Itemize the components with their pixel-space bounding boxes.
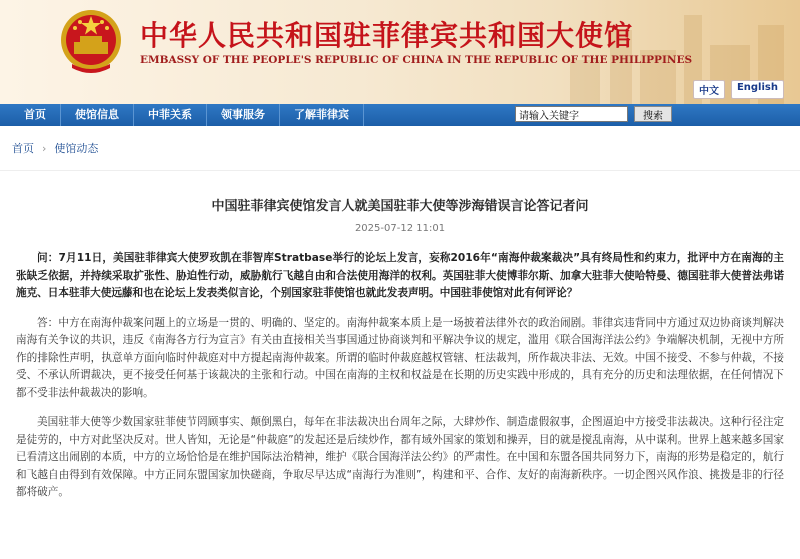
site-header (0, 0, 800, 104)
breadcrumb-current-link[interactable]: 使馆动态 (54, 142, 99, 155)
breadcrumb-separator: › (42, 141, 47, 155)
nav-item-consular[interactable]: 领事服务 (207, 104, 280, 126)
nav-item-home[interactable]: 首页 (0, 104, 61, 126)
article-date: 2025-07-12 11:01 (354, 223, 446, 234)
search-input[interactable] (515, 106, 628, 122)
nav-item-about-philippines[interactable]: 了解菲律宾 (280, 104, 364, 126)
article-body (0, 250, 800, 502)
embassy-title-en: EMBASSY OF THE PEOPLE'S REPUBLIC OF CHINA IN THE REPUBLIC OF THE PHILIPPINES (140, 54, 693, 66)
nav-item-embassy-info[interactable]: 使馆信息 (61, 104, 134, 126)
lang-en-button[interactable]: English (731, 80, 784, 99)
article-paragraph: 美国驻菲大使等少数国家驻菲使节罔顾事实、颠倒黑白，每年在非法裁决出台周年之际，大肆炒作、制造虚假叙事，企图逼迫中方接受非法裁决。这种行径注定是徒劳的，中方对此坚决反对。世人皆知，无论是“仲裁庭”的发起还是后续炒作，都有域外国家的策划和操弄，目的就是搅乱南海，从中谋利。世界上越来越多国家已看清这出闹剧的本质，中方的立场恰恰是在维护国际法治精神，维护《联合国海洋法公约》的严肃性。在中国和东盟各国共同努力下，南海的形势是稳定的，航行和飞越自由得到有效保障。中方正同东盟国家加快磋商，争取尽早达成“南海行为准则”，构建和平、合作、友好的南海新秩序。一切企图兴风作浪、挑拨是非的行径都将破产。 (16, 416, 784, 498)
article-paragraph-answer: 答：中方在南海仲裁案问题上的立场是一贯的、明确的、坚定的。南海仲裁案本质上是一场披着法律外衣的政治闹剧。菲律宾违背同中方通过双边协商谈判解决南海有关争议的共识，违反《南海各方行为宣言》有关由直接相关当事国通过协商谈判和平解决争议的规定，滥用《联合国海洋法公约》争端解决机制，无视中方所作的排除性声明，执意单方面向临时仲裁庭对中方提起南海仲裁案。所谓的临时仲裁庭越权管辖、枉法裁判，所作裁决非法、无效。中国不接受、不参与仲裁，不接受、不承认所谓裁决，更不接受任何基于该裁决的主张和行动。中国在南海的主权和权益是在长期的历史实践中形成的，具有充分的历史和法理依据，在任何情况下都不受非法仲裁裁决的影响。 (16, 316, 784, 399)
search-button[interactable]: 搜索 (634, 106, 672, 122)
nav-item-relations[interactable]: 中菲关系 (134, 104, 207, 126)
breadcrumb-home-link[interactable]: 首页 (12, 142, 34, 155)
main-nav (0, 104, 800, 126)
breadcrumb (0, 126, 800, 171)
lang-cn-button[interactable]: 中文 (693, 80, 725, 99)
search-bar (515, 106, 672, 122)
national-emblem-icon (58, 6, 124, 80)
embassy-title-cn: 中华人民共和国驻菲律宾共和国大使馆 (140, 19, 634, 52)
article-title: 中国驻菲律宾使馆发言人就美国驻菲大使等涉海错误言论答记者问 (211, 199, 589, 214)
article-paragraph-question: 问：7月11日，美国驻菲律宾大使罗玫凯在菲智库Stratbase举行的论坛上发言，妄称2016年“南海仲裁案裁决”具有终局性和约束力，批评中方在南海的主张缺乏依据，并持续采取扩张性、胁迫性行动，威胁航行飞越自由和合法使用海洋的权利。英国驻菲大使博菲尔斯、加拿大驻菲大使哈特曼、德国驻菲大使普法弗诺施克、日本驻菲大使远藤和也在论坛上发表类似言论，个别国家驻菲使馆也就此发表声明。中国驻菲使馆对此有何评论？ (16, 252, 784, 299)
language-switcher (693, 80, 784, 99)
